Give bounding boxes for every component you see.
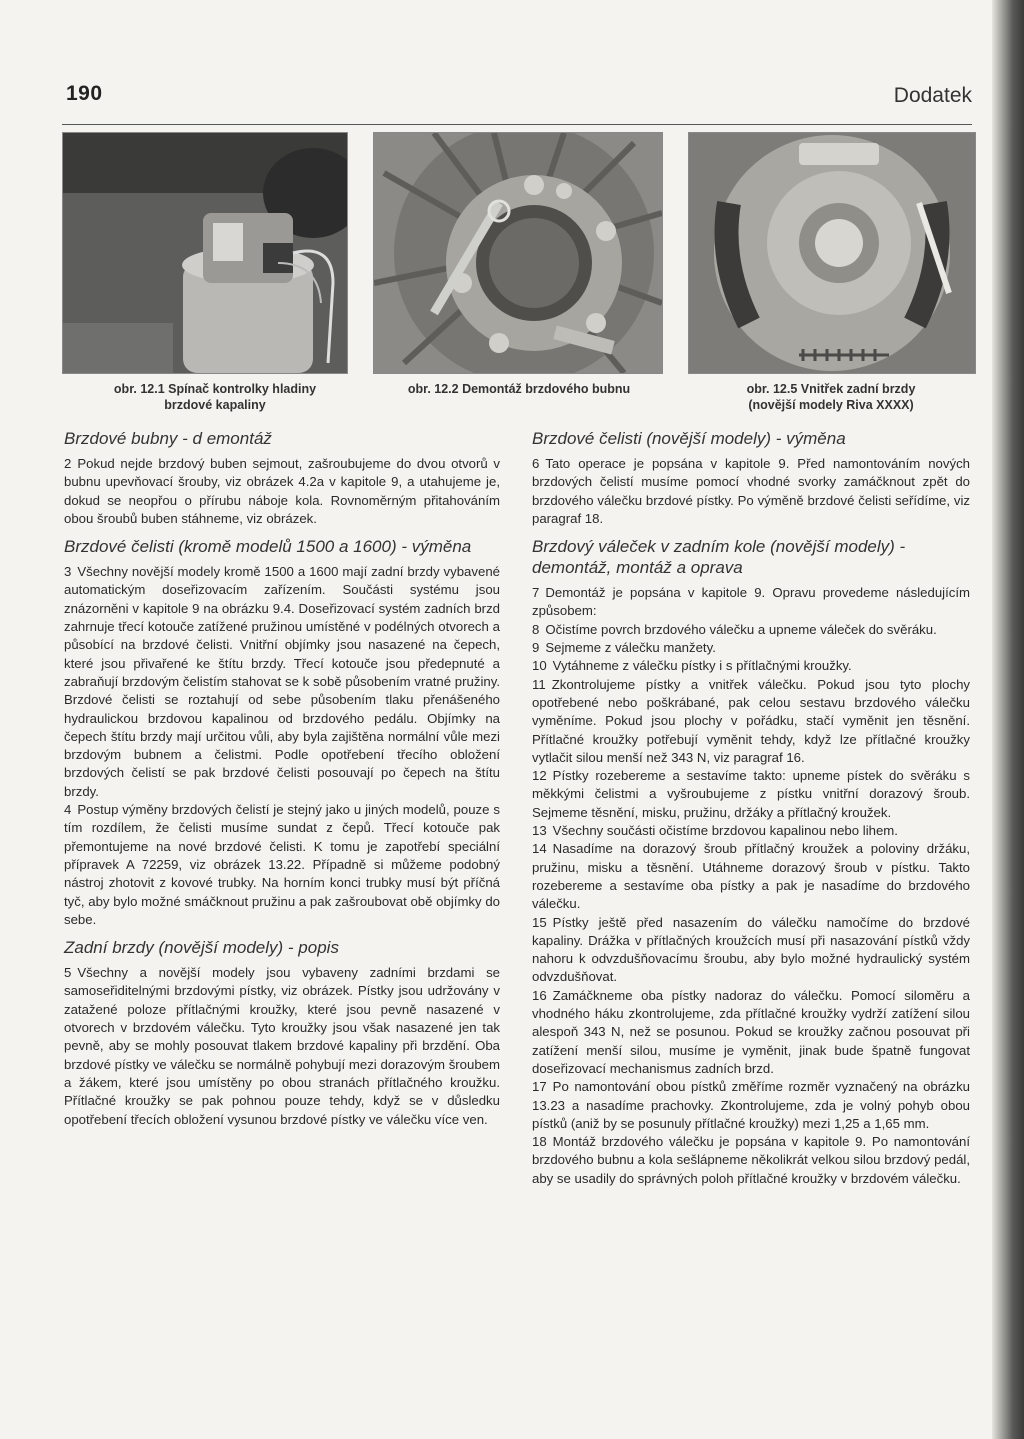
caption-line: obr. 12.5 Vnitřek zadní brzdy [746, 382, 916, 396]
numbered-paragraph [64, 801, 500, 929]
figure-12-2-photo [373, 132, 663, 374]
numbered-paragraph [532, 1133, 970, 1188]
section-heading: Zadní brzdy (novější modely) - popis [64, 938, 339, 958]
section-heading: Brzdové čelisti (novější modely) - výměna [532, 429, 846, 448]
paragraph-text: Zkontrolujeme pístky a vnitřek válečku. Pokud jsou tyto plochy opotřebené nebo poškrábané, pak celou sestavu brzdového válečku vyměníme. Pokud jsou plochy v pořádku, stačí vyměnit jen těsnění. Přítlačné kroužky potřebují vyměnit tehdy, když lze přítlačné kroužky vytlačit silou menší než 343 N, viz paragraf 16. [532, 676, 970, 765]
numbered-paragraph [532, 584, 970, 621]
paragraph-text: Očistíme povrch brzdového válečku a upneme váleček do svěráku. [545, 621, 937, 637]
section-heading: Brzdový váleček v zadním kole (novější modely) - demontáž, montáž a oprava [532, 537, 906, 578]
paragraph-number: 11 [532, 676, 546, 692]
numbered-paragraph [64, 563, 500, 801]
paragraph-text: Tato operace je popsána v kapitole 9. Před namontováním nových brzdových čelistí musíme pomocí vhodné svorky zamáčknout zpět do brzdového válečku brzdové pístky. Po výměně brzdové čelisti seřídíme, viz paragraf 18. [532, 456, 970, 526]
paragraph-number: 17 [532, 1079, 547, 1095]
paragraph-number: 5 [64, 965, 72, 981]
section-title: Dodatek [893, 84, 972, 107]
numbered-paragraph [532, 639, 970, 657]
numbered-paragraph [532, 657, 970, 675]
paragraph-text: Nasadíme na dorazový šroub přítlačný kroužek a poloviny držáku, pružinu, misku a těsnění. Utáhneme dorazový šroub v pístku. Takto rozebereme a sestavíme oba pístky a pak je nasadíme do brzdového válečku. [532, 841, 970, 912]
paragraph-text: Zamáčkneme oba pístky nadoraz do válečku. Pomocí siloměru a vhodného háku zkontrolujeme, zda přítlačné kroužky vydrží zatížení silou alespoň 343 N, než se posunou. Pokud se kroužky začnou posouvat při zatížení menší silou, musíme je vyměnit, jinak bude špatně fungovat doseřizovací mechanismus zadních brzd. [532, 987, 970, 1076]
section-heading: Brzdové čelisti (kromě modelů 1500 a 1600) - výměna [64, 537, 472, 557]
figure-12-2-caption [384, 381, 654, 397]
scan-page-edge [992, 0, 1024, 1439]
numbered-paragraph [532, 676, 970, 767]
left-text-column [64, 428, 500, 1129]
paragraph-number: 13 [532, 823, 547, 839]
caption-line: (novější modely Riva XXXX) [748, 398, 914, 412]
paragraph-number: 8 [532, 621, 540, 637]
paragraph-text: Pístky ještě před nasazením do válečku namočíme do brzdové kapaliny. Drážka v přítlačných kroužcích musí při nasazování pístků vždy nahoru k odvzdušňovacímu šroubu, aby bylo možné hydraulický systém odvzdušňovat. [532, 914, 970, 985]
paragraph-number: 12 [532, 768, 547, 784]
paragraph-text: Pístky rozebereme a sestavíme takto: upneme pístek do svěráku s měkkými čelistmi a vyšroubujeme z pístku vnitřní dorazový šroub. Sejmeme těsnění, misku, pružinu, držáky a přítlačný kroužek. [532, 768, 970, 820]
paragraph-number: 7 [532, 585, 540, 601]
paragraph-text: Všechny součásti očistíme brzdovou kapalinou nebo lihem. [552, 823, 898, 839]
paragraph-text: Demontáž je popsána v kapitole 9. Opravu provedeme následujícím způsobem: [532, 585, 970, 619]
paragraph-text: Všechny a novější modely jsou vybaveny zadními brzdami se samoseřiditelnými brzdovými pístky, viz obrázek. Pístky jsou udržovány v zatažené poloze přítlačnými kroužky, které jsou pevně nasazené v otvorech v brzdovém válečku. Tyto kroužky jsou však nasazené jen tak pevně, aby se mohly posouvat tlakem brzdové kapaliny při brzdění. Oba brzdové pístky ve válečku se normálně pohybují mezi dorazovým šroubem a žákem, které jsou umístěny po obou stranách přítlačného kroužku. Přítlačné kroužky se pak pohnou pouze tehdy, když se v důsledku opotřebení třecích obložení vysunou brzdové pístky ve válečku více ven. [64, 965, 500, 1127]
numbered-paragraph [532, 914, 970, 987]
paragraph-text: Montáž brzdového válečku je popsána v kapitole 9. Po namontování brzdového bubnu a kola sešlápneme několikrát velkou silou brzdový pedál, aby se usadily do správných poloh přítlačné kroužky v brzdovém válečku. [532, 1134, 970, 1186]
paragraph-text: Všechny novější modely kromě 1500 a 1600 mají zadní brzdy vybavené automatickým doseřizovacím zařízením. Součásti systému jsou znázorněni v kapitole 9 na obrázku 9.4. Doseřizovací systém zadních brzd zahrnuje třecí kotouče zatížené pružinou umístěné v podélných otvorech a působící na brzdové čelisti. Vnitřní objímky jsou nasazené na čepech, které jsou přivařené ke štítu brzdy. Třecí kotouče jsou předepnuté a zabraňují brzdovým čelistím stahovat se k sobě působením vratné pružiny. Brzdové čelisti se roztahují od sebe působením tlaku přenášeného hydraulickou brzdovou kapalinou od brzdového pedálu. Objímky na čepech štítu brzdy mají určitou vůli, aby byla zajištěna normální vůle mezi brzdovým bubnem a čelistmi. Podle opotřebení třecího obložení brzdových čelistí se pak brzdové čelisti posouvají po čepech na štítu brzdy. [64, 564, 500, 799]
paragraph-number: 6 [532, 456, 540, 471]
paragraph-number: 2 [64, 456, 72, 471]
caption-line: brzdové kapaliny [164, 398, 266, 412]
figure-12-1-caption [80, 381, 350, 413]
numbered-paragraph [532, 987, 970, 1078]
numbered-paragraph [532, 455, 970, 528]
paragraph-number: 10 [532, 658, 547, 674]
numbered-paragraph [532, 621, 970, 639]
caption-line: obr. 12.2 Demontáž brzdového bubnu [407, 382, 631, 396]
paragraph-text: Po namontování obou pístků změříme rozměr vyznačený na obrázku 13.23 a nasadíme prachovky. Zkontrolujeme, zda je volný pohyb obou pístků (aniž by se posunuly přítlačné kroužky) mezi 1,25 a 1,65 mm. [532, 1079, 970, 1131]
paragraph-text: Sejmeme z válečku manžety. [545, 640, 716, 656]
numbered-paragraph [532, 767, 970, 822]
figure-12-5-caption [688, 381, 974, 413]
numbered-paragraph [64, 455, 500, 528]
numbered-paragraph [532, 1078, 970, 1133]
paragraph-number: 14 [532, 841, 547, 857]
numbered-paragraph [64, 964, 500, 1129]
header-rule [62, 124, 972, 125]
paragraph-text: Pokud nejde brzdový buben sejmout, zašroubujeme do dvou otvorů v bubnu upevňovací šrouby, viz obrázek 4.2a v kapitole 9, a utahujeme je, dokud se neopřou o přírubu náboje kola. Rovnoměrným přitahováním obou šroubů buben stáhneme, viz obrázek. [64, 456, 500, 526]
figure-12-1-photo [62, 132, 348, 374]
numbered-paragraph [532, 840, 970, 913]
paragraph-number: 16 [532, 987, 547, 1003]
right-text-column [532, 428, 970, 1188]
caption-line: obr. 12.1 Spínač kontrolky hladiny [113, 382, 317, 396]
page-number: 190 [66, 82, 103, 105]
paragraph-number: 9 [532, 640, 540, 656]
paragraph-text: Postup výměny brzdových čelistí je stejný jako u jiných modelů, pouze s tím rozdílem, že čelisti musíme sundat z čepů. Třecí kotouče pak přemontujeme na nové brzdové čelisti. K tomu je zapotřebí speciální přípravek A 72259, viz obrázek 13.22. Případně si můžeme podobný nástroj zhotovit z kovové trubky. Na horním konci trubky musí být příčná tyč, aby bylo možné smáčknout pružinu a pak zašroubovat obě objímky do sebe. [64, 802, 500, 927]
paragraph-number: 4 [64, 802, 72, 818]
numbered-paragraph [532, 822, 970, 840]
section-heading: Brzdové bubny - d emontáž [64, 429, 272, 448]
paragraph-number: 15 [532, 914, 547, 930]
figure-12-5-photo [688, 132, 976, 374]
paragraph-number: 18 [532, 1134, 547, 1150]
paragraph-text: Vytáhneme z válečku pístky i s přítlačnými kroužky. [552, 658, 852, 674]
paragraph-number: 3 [64, 564, 72, 580]
